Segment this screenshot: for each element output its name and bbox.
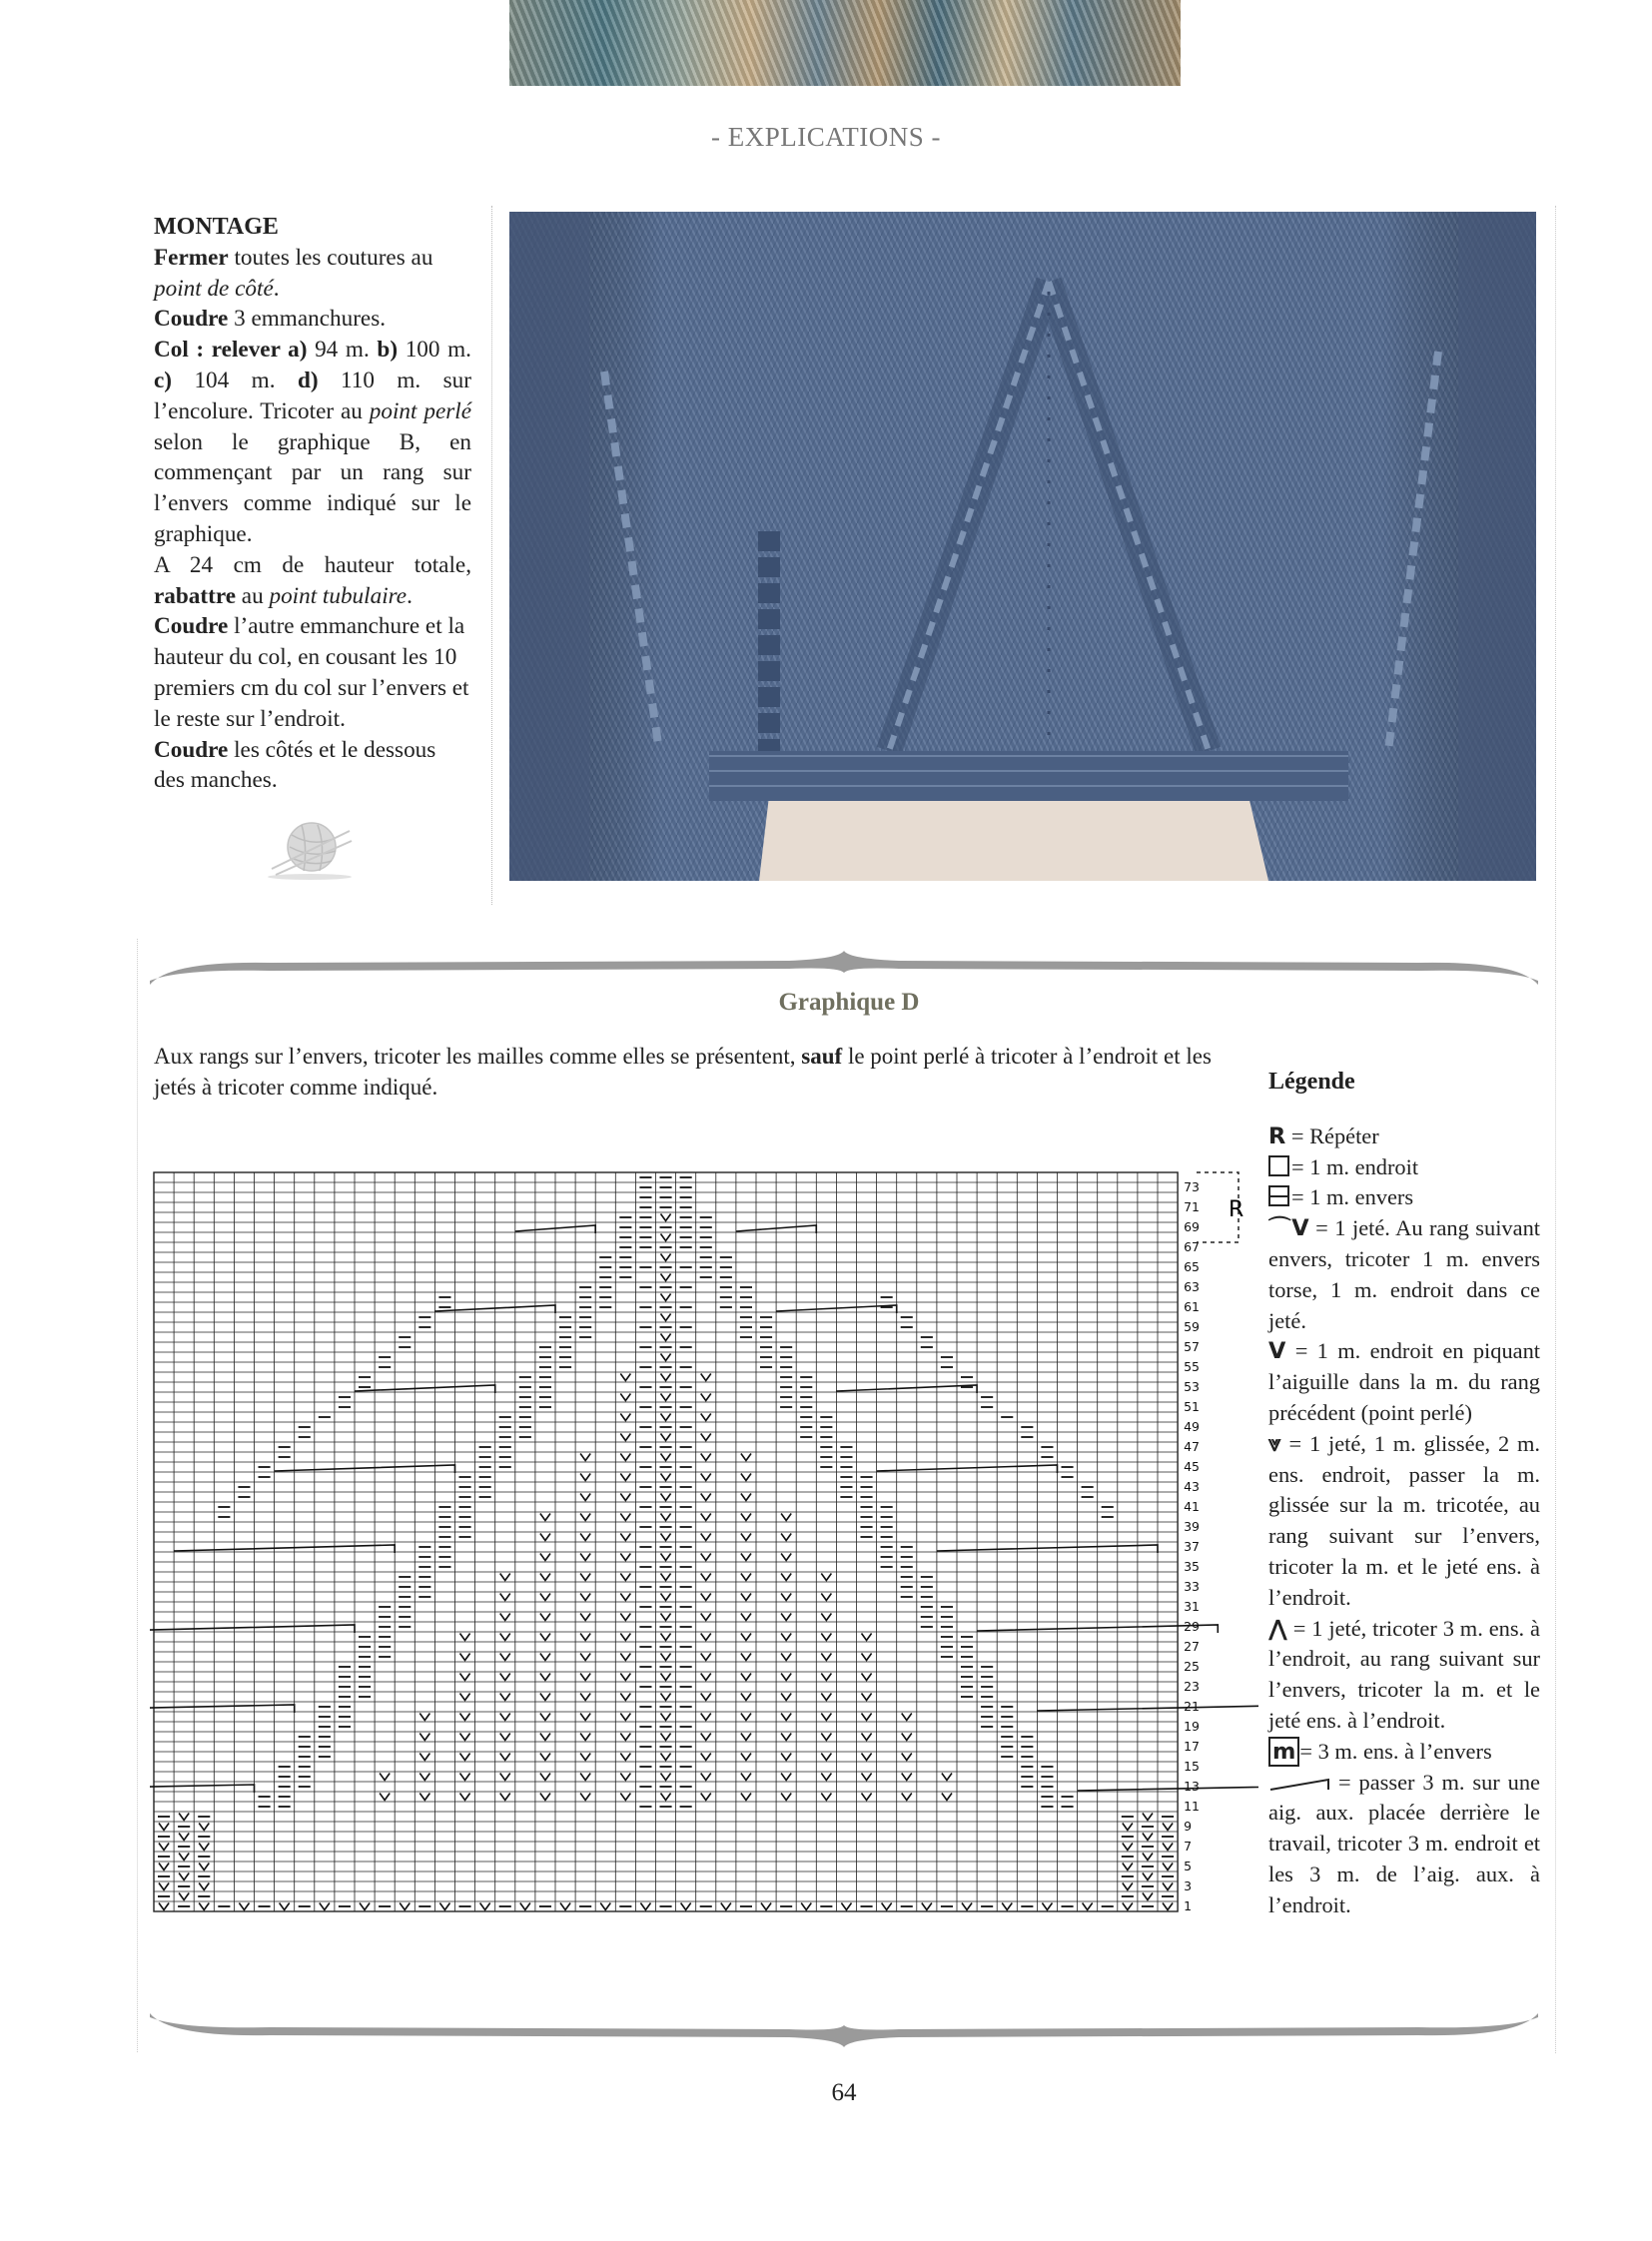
repeat-icon: R [1268,1122,1286,1149]
legend-item-repeat [1268,1121,1540,1152]
v-stitch-icon: V [1268,1338,1286,1365]
chart-title: Graphique D [778,989,920,1016]
legend-text: = passer 3 m. sur une aig. aux. placée derrière le travail, tricoter 3 m. endroit et les 3 m. de l’aig. aux. à l’endroit. [1268,1769,1540,1917]
legend [1268,1067,1540,1921]
row-number-label: 51 [1184,1399,1201,1414]
row-number-label: 29 [1184,1619,1201,1634]
divider-top [150,949,1538,989]
montage-title: MONTAGE [154,214,279,240]
legend-item-endroit [1268,1152,1540,1183]
page-margin-line [1555,206,1557,2053]
divider-bottom [150,2009,1538,2049]
montage-italic: point tubulaire [269,582,408,609]
row-number-label: 59 [1184,1319,1201,1334]
row-number-label: 31 [1184,1599,1201,1614]
row-number-label: 63 [1184,1279,1201,1294]
montage-paragraph [154,735,471,797]
montage-paragraph [154,243,471,305]
row-number-label: 21 [1184,1699,1201,1714]
legend-text: = 1 m. endroit en piquant l’aiguille dans la m. du rang précédent (point perlé) [1268,1338,1540,1425]
montage-text: 104 m. [172,367,298,393]
legend-item-envers [1268,1182,1540,1213]
montage-text: au [235,582,270,609]
montage-text: . [407,582,413,609]
row-number-label: 15 [1184,1759,1201,1774]
row-number-label: 13 [1184,1779,1201,1794]
row-number-label: 53 [1184,1379,1201,1394]
montage-italic: point perlé [369,397,472,424]
row-number-label: 23 [1184,1679,1201,1694]
legend-item-v [1268,1336,1540,1428]
double-decrease-icon: ⩔ [1268,1430,1281,1457]
page-number: 64 [831,2079,857,2106]
legend-item-m [1268,1737,1540,1768]
montage-keyword: rabattre [154,582,236,609]
montage-text: 100 m. [398,337,471,364]
montage-text: A 24 cm de hauteur totale, [154,551,471,578]
legend-item-dec-right [1268,1429,1540,1614]
yarn-banner-image [509,0,1181,86]
chart-desc-keyword: sauf [801,1044,843,1069]
chart-description [154,1041,1242,1103]
legend-text: = 1 jeté. Au rang suivant envers, tricoter 1 m. envers torse, 1 m. endroit dans ce jeté. [1268,1215,1540,1333]
chart-desc-text: le point perlé à tricoter à l’endroit et les jetés à tricoter comme indiqué. [154,1044,1212,1100]
row-number-label: 35 [1184,1559,1201,1574]
legend-text: = 3 m. ens. à l’envers [1299,1738,1492,1764]
row-number-label: 43 [1184,1479,1201,1494]
montage-text: 3 emmanchures. [228,306,387,333]
legend-item-jete [1268,1213,1540,1336]
row-number-label: 11 [1184,1799,1201,1814]
montage-text: 110 m. sur l’encolure. Tricoter au [154,367,471,424]
row-number-label: 25 [1184,1659,1201,1674]
row-number-label: 5 [1184,1859,1193,1873]
row-number-label: 41 [1184,1499,1201,1514]
montage-keyword: Fermer [154,244,229,271]
montage-keyword: Coudre [154,613,229,640]
sweater-photo [509,212,1536,881]
row-number-label: 17 [1184,1739,1201,1754]
montage-keyword: d) [297,367,319,393]
montage-keyword: b) [377,337,399,364]
montage-keyword: c) [154,367,173,393]
chart-desc-text: Aux rangs sur l’envers, tricoter les mailles comme elles se présentent, [154,1044,802,1069]
column-divider [491,206,493,905]
montage-text: 94 m. [307,337,378,364]
montage-paragraph [154,611,471,734]
montage-paragraph [154,304,471,335]
row-number-label: 39 [1184,1519,1201,1534]
row-number-label: 37 [1184,1539,1201,1554]
empty-square-icon [1268,1155,1289,1176]
row-number-label: 71 [1184,1199,1201,1214]
legend-text: = 1 jeté, 1 m. glissée, 2 m. ens. endroit, passer la m. glissée sur la m. tricotée, au rang suivant sur l’envers, tricoter la m. et le jeté ens. à l’endroit. [1268,1430,1540,1610]
row-number-label: 61 [1184,1299,1201,1314]
montage-italic: point de côté [154,275,274,302]
page-margin-line-left [137,939,139,2052]
montage-keyword: Col : relever a) [154,337,308,364]
legend-text: = Répéter [1290,1122,1379,1148]
repeat-marker: R [1229,1197,1244,1222]
yarn-ball-icon [262,817,358,883]
triple-together-icon: ⋀ [1268,1615,1287,1642]
montage-paragraph [154,335,471,550]
legend-text: = 1 m. endroit [1291,1153,1419,1179]
row-number-label: 1 [1184,1898,1193,1913]
row-number-label: 9 [1184,1819,1193,1834]
row-number-label: 47 [1184,1439,1201,1454]
row-number-label: 7 [1184,1839,1193,1854]
montage-section [154,212,471,796]
row-number-label: 33 [1184,1579,1201,1594]
legend-text: = 1 jeté, tricoter 3 m. ens. à l’endroit, au rang suivant sur l’envers, tricoter la m. et le jeté ens. à l’endroit. [1268,1615,1540,1733]
purl-three-icon: m [1268,1737,1299,1767]
montage-text: l’autre emmanchure et la hauteur du col, en cousant les 10 premiers cm du col sur l’envers et le reste sur l’endroit. [154,613,469,732]
row-number-label: 45 [1184,1459,1201,1474]
row-number-label: 73 [1184,1179,1201,1194]
montage-paragraph [154,550,471,612]
montage-keyword: Coudre [154,306,229,333]
montage-text: selon le graphique B, en commençant par un rang sur l’envers comme indiqué sur le graphique. [154,428,471,547]
knitting-chart [150,1164,1258,1923]
legend-text: = 1 m. envers [1291,1184,1414,1210]
row-number-label: 69 [1184,1219,1201,1234]
row-number-label: 27 [1184,1639,1201,1654]
montage-text: les côtés et le dessous des manches. [154,736,436,794]
legend-item-cable [1268,1768,1540,1921]
row-number-label: 57 [1184,1339,1201,1354]
row-number-label: 65 [1184,1259,1201,1274]
legend-title: Légende [1268,1069,1355,1095]
chart-row-labels [1184,1179,1200,1913]
row-number-label: 19 [1184,1719,1201,1734]
row-number-label: 49 [1184,1419,1201,1434]
row-number-label: 67 [1184,1239,1201,1254]
montage-text: . [273,275,280,302]
montage-keyword: Coudre [154,736,229,763]
yarn-over-icon: ⌒V [1268,1215,1309,1242]
page-header-title: - EXPLICATIONS - [711,122,941,152]
row-number-label: 55 [1184,1359,1201,1374]
cable-icon [1268,1774,1338,1792]
legend-item-dec-left [1268,1614,1540,1737]
montage-text: toutes les coutures au [228,244,433,271]
dash-square-icon [1268,1185,1289,1206]
row-number-label: 3 [1184,1878,1193,1893]
